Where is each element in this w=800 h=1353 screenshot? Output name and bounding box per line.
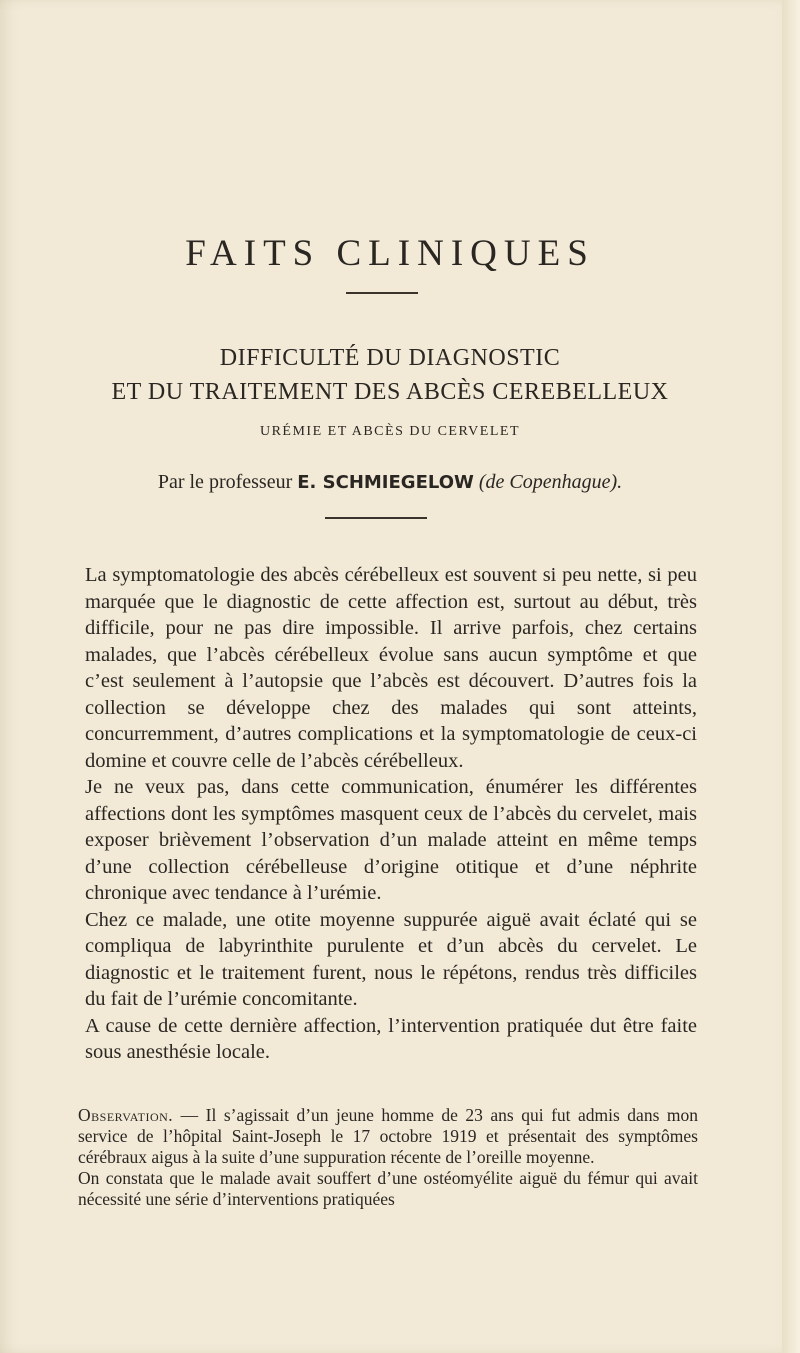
article-title-line-2: ET DU TRAITEMENT DES ABCÈS CEREBELLEUX — [111, 379, 669, 405]
paragraph: A cause de cette dernière affection, l’intervention pratiquée dut être faite sous anesthésie locale. — [85, 1014, 697, 1063]
observation-text-1: — Il s’agissait d’un jeune homme de 23 ans qui fut admis dans mon service de l’hôpital Saint-Joseph le 17 octobre 1919 et présentait des symptômes cérébraux aigus à la suite d’une suppuration récente de l’oreille moyenne. — [78, 1105, 698, 1167]
paragraph: Je ne veux pas, dans cette communication, énumérer les différentes affections dont les symptômes masquent ceux de l’abcès du cervelet, mais exposer brièvement l’observation d’un malade atteint en même temps d’une collection cérébelleuse d’origine otitique et d’une néphrite chronique avec tendance à l’urémie. — [85, 776, 697, 904]
byline — [0, 471, 780, 494]
observation-paragraph — [78, 1105, 698, 1168]
observation-paragraph-2: On constata que le malade avait souffert d’une ostéomyélite aiguë du fémur qui avait nécessité une série d’interventions pratiquées — [78, 1168, 698, 1209]
article-subtitle: URÉMIE ET ABCÈS DU CERVELET — [259, 424, 520, 439]
article-title-line-1: DIFFICULTÉ DU DIAGNOSTIC — [219, 345, 561, 371]
section-rule — [346, 292, 418, 294]
observation-block — [78, 1105, 698, 1210]
paragraph: La symptomatologie des abcès cérébelleux est souvent si peu nette, si peu marquée que le diagnostic de cette affection est, surtout au début, très difficile, pour ne pas dire impossible. Il arrive parfois, chez certains malades, que l’abcès cérébelleux évolue sans aucun symptôme et que c’est seulement à l’autopsie que l’abcès est découvert. D’autres fois la collection se développe chez des malades qui sont atteints, concurremment, d’autres complications et la symptomatologie de ceux-ci domine et couvre celle de l’abcès cérébelleux. — [85, 564, 697, 772]
byline-prefix: Par le professeur — [157, 471, 293, 493]
byline-rule — [325, 517, 427, 519]
byline-place: (de Copenhague). — [478, 471, 623, 493]
article-body — [85, 562, 697, 1066]
section-title: FAITS CLINIQUES — [185, 233, 595, 274]
byline-author: E. SCHMIEGELOW — [297, 472, 474, 493]
page-edge-shadow — [782, 0, 800, 1353]
observation-label: Observation. — [78, 1105, 174, 1125]
paragraph: Chez ce malade, une otite moyenne suppurée aiguë avait éclaté qui se compliqua de labyrinthite purulente et d’un abcès du cervelet. Le diagnostic et le traitement furent, nous le répétons, rendus très difficiles du fait de l’urémie concomitante. — [85, 908, 697, 1010]
